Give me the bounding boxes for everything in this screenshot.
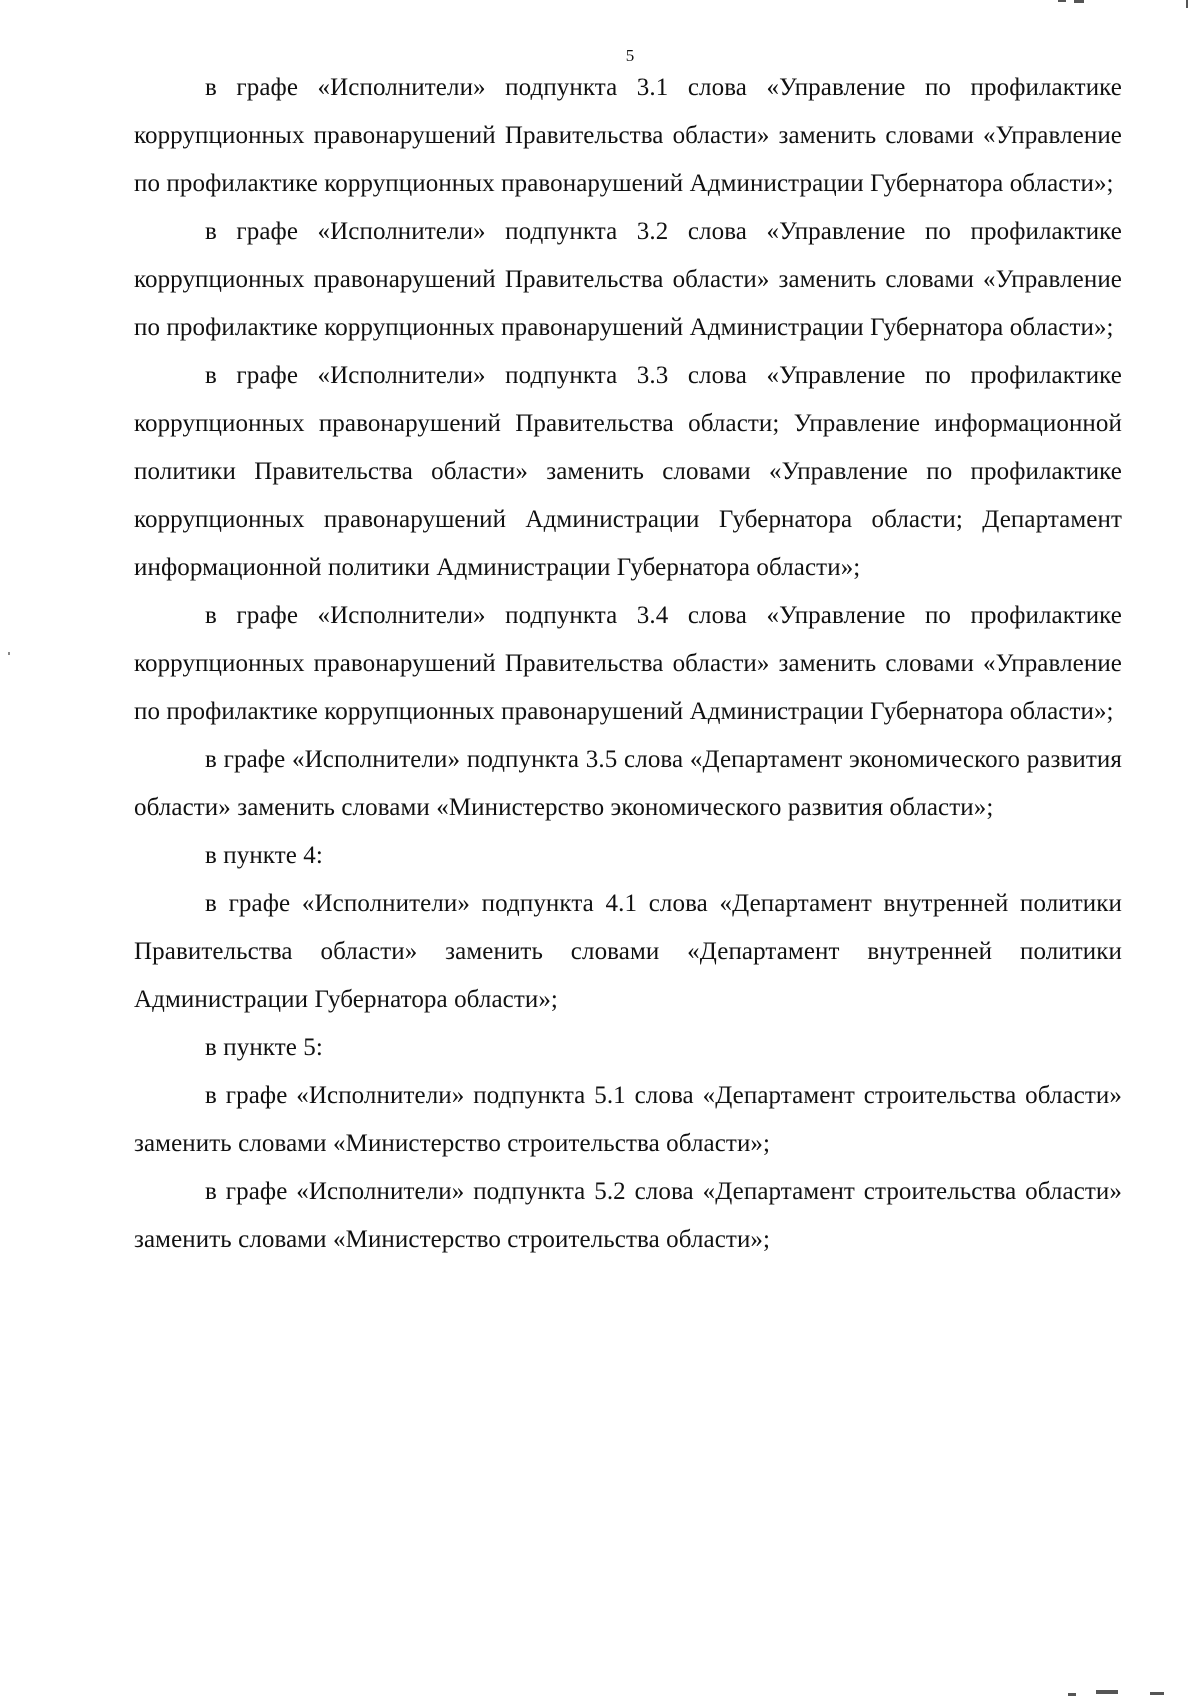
page-number: 5	[625, 46, 635, 65]
paragraph-3-1: в графе «Исполнители» подпункта 3.1 слова «Управление по профилактике коррупционных правонарушений Правительства области» заменить словами «Управление по профилактике коррупционных правонарушений Администрации Губернатора области»;	[134, 74, 1122, 197]
paragraph-5-1: в графе «Исполнители» подпункта 5.1 слова «Департамент строительства области» заменить словами «Министерство строительства области»;	[134, 1082, 1122, 1157]
scan-artifact	[8, 652, 10, 655]
paragraph-point-4: в пункте 4:	[205, 842, 323, 869]
paragraph-4-1: в графе «Исполнители» подпункта 4.1 слова «Департамент внутренней политики Правительства области» заменить словами «Департамент внутренней политики Администрации Губернатора области»;	[134, 890, 1122, 1013]
scan-artifact	[1068, 1693, 1076, 1696]
scan-artifact	[1058, 0, 1066, 2]
scan-artifact	[1074, 0, 1084, 3]
scan-artifact	[1150, 1692, 1164, 1695]
paragraph-5-2: в графе «Исполнители» подпункта 5.2 слова «Департамент строительства области» заменить словами «Министерство строительства области»;	[134, 1178, 1122, 1253]
paragraph-3-5: в графе «Исполнители» подпункта 3.5 слова «Департамент экономического развития области» заменить словами «Министерство экономического развития области»;	[134, 746, 1122, 821]
paragraph-3-4: в графе «Исполнители» подпункта 3.4 слова «Управление по профилактике коррупционных правонарушений Правительства области» заменить словами «Управление по профилактике коррупционных правонарушений Администрации Губернатора области»;	[134, 602, 1122, 725]
scan-artifact	[1186, 0, 1188, 8]
scan-artifact	[1096, 1690, 1118, 1694]
paragraph-3-3: в графе «Исполнители» подпункта 3.3 слова «Управление по профилактике коррупционных правонарушений Правительства области; Управление информационной политики Правительства области» заменить словами «Управление по профилактике коррупционных правонарушений Администрации Губернатора области; Департамент информационной политики Администрации Губернатора области»;	[134, 362, 1122, 581]
paragraph-point-5: в пункте 5:	[205, 1034, 323, 1061]
document-body	[134, 64, 1122, 1264]
paragraph-3-2: в графе «Исполнители» подпункта 3.2 слова «Управление по профилактике коррупционных правонарушений Правительства области» заменить словами «Управление по профилактике коррупционных правонарушений Администрации Губернатора области»;	[134, 218, 1122, 341]
